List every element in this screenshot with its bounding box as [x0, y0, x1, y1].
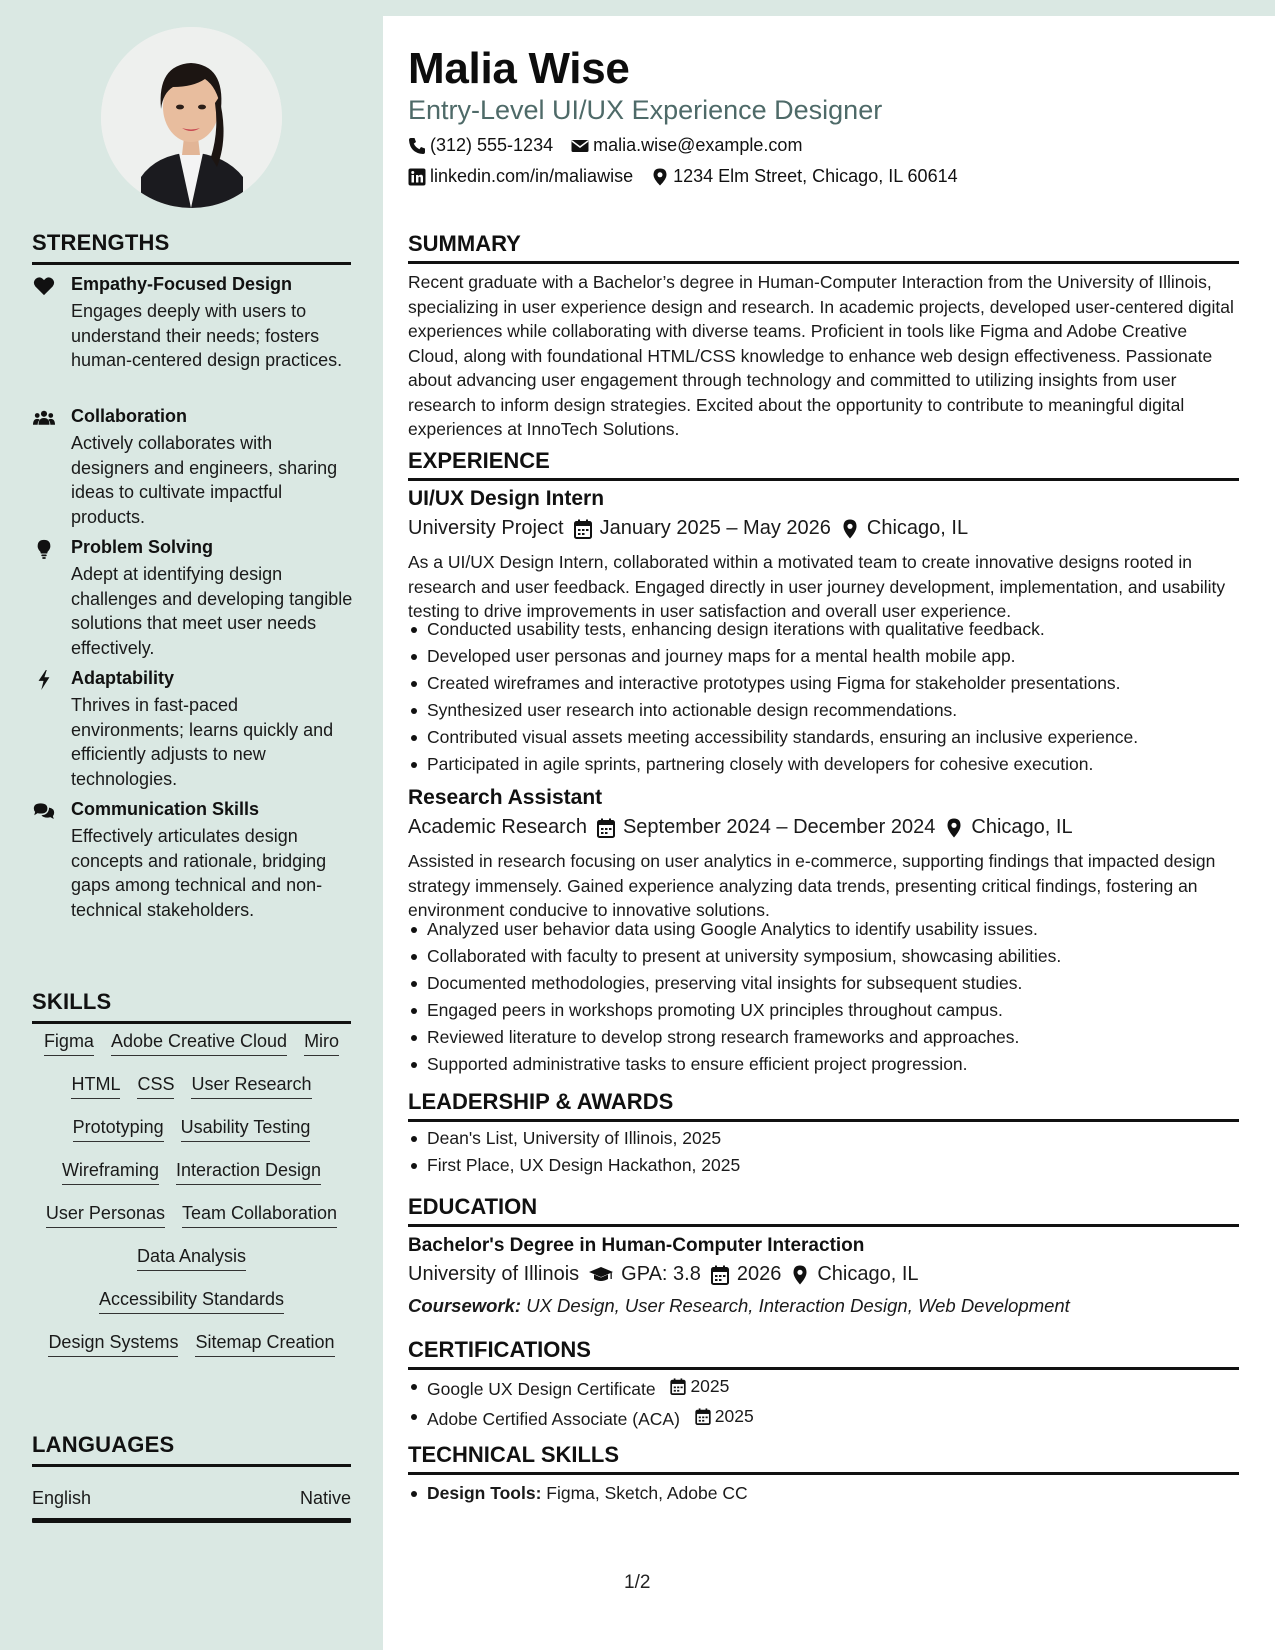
summary-heading: SUMMARY [408, 231, 1239, 264]
skill-tag: Data Analysis [137, 1245, 246, 1271]
language-level: Native [299, 1488, 351, 1508]
job-meta [408, 517, 968, 540]
job-bullets [408, 916, 1239, 1078]
technical-skills-list [408, 1480, 1239, 1507]
email-text: malia.wise@example.com [593, 135, 803, 155]
list-item [408, 1480, 1239, 1507]
cert-name: Google UX Design Certificate [427, 1379, 656, 1399]
school-location: Chicago, IL [817, 1263, 919, 1285]
map-pin-icon [841, 519, 859, 539]
skill-tag: HTML [71, 1073, 120, 1099]
job-org: Academic Research [408, 816, 587, 838]
map-pin-icon [791, 1265, 809, 1285]
profile-photo [101, 27, 282, 208]
language-name: English [32, 1488, 92, 1508]
page-number: 1/2 [624, 1572, 651, 1593]
skills-heading: SKILLS [32, 989, 351, 1024]
coursework-label: Coursework: [408, 1295, 522, 1316]
job-org: University Project [408, 517, 564, 539]
tech-label: Design Tools: [427, 1483, 542, 1503]
skill-tag: Usability Testing [181, 1116, 311, 1142]
list-item [408, 1373, 1239, 1403]
skill-tag: Accessibility Standards [99, 1288, 284, 1314]
certifications-list [408, 1373, 1239, 1433]
skill-tag: CSS [137, 1073, 174, 1099]
list-item: Analyzed user behavior data using Google Analytics to identify usability issues. [408, 916, 1239, 943]
job-title: Research Assistant [408, 786, 603, 809]
contact-phone [408, 135, 553, 156]
education-heading: EDUCATION [408, 1194, 1239, 1227]
coursework-text: UX Design, User Research, Interaction Design, Web Development [521, 1295, 1070, 1316]
job-dates: September 2024 – December 2024 [622, 816, 936, 838]
contact-address [651, 166, 958, 187]
skills-list [32, 1030, 351, 1357]
phone-icon [408, 137, 426, 155]
strength-title: Collaboration [71, 406, 187, 426]
skill-tag: Prototyping [73, 1116, 164, 1142]
list-item: First Place, UX Design Hackathon, 2025 [408, 1152, 1239, 1179]
certifications-heading: CERTIFICATIONS [408, 1337, 1239, 1370]
calendar-icon [711, 1265, 729, 1285]
candidate-role: Entry-Level UI/UX Experience Designer [408, 95, 883, 125]
job-title: UI/UX Design Intern [408, 487, 605, 510]
skill-tag: Design Systems [48, 1331, 178, 1357]
contact-linkedin[interactable] [408, 166, 633, 187]
graduation-cap-icon [589, 1265, 613, 1285]
language-row [32, 1488, 351, 1509]
cert-name: Adobe Certified Associate (ACA) [427, 1409, 680, 1429]
calendar-icon [695, 1408, 711, 1425]
skill-tag: Miro [304, 1030, 339, 1056]
language-level-bar [32, 1518, 351, 1523]
list-item: Reviewed literature to develop strong research frameworks and approaches. [408, 1024, 1239, 1051]
linkedin-text: linkedin.com/in/maliawise [430, 166, 634, 186]
education-meta [408, 1263, 919, 1286]
list-item: Developed user personas and journey maps for a mental health mobile app. [408, 643, 1239, 670]
users-icon [32, 407, 56, 429]
lightbulb-icon [32, 538, 56, 560]
list-item: Participated in agile sprints, partnering closely with developers for cohesive execution. [408, 751, 1239, 778]
contact-email[interactable] [571, 135, 802, 156]
address-text: 1234 Elm Street, Chicago, IL 60614 [673, 166, 958, 186]
skill-tag: User Research [191, 1073, 311, 1099]
list-item: Created wireframes and interactive prototypes using Figma for stakeholder presentations. [408, 670, 1239, 697]
linkedin-icon [408, 168, 426, 186]
strength-title: Empathy-Focused Design [71, 274, 293, 294]
list-item: Contributed visual assets meeting accessibility standards, ensuring an inclusive experience. [408, 724, 1239, 751]
calendar-icon [597, 818, 615, 838]
tech-value: Figma, Sketch, Adobe CC [541, 1483, 748, 1503]
skill-tag: User Personas [46, 1202, 165, 1228]
list-item: Synthesized user research into actionable design recommendations. [408, 697, 1239, 724]
job-location: Chicago, IL [971, 816, 1073, 838]
candidate-name: Malia Wise [408, 44, 630, 93]
skill-tag: Sitemap Creation [195, 1331, 334, 1357]
envelope-icon [571, 137, 589, 155]
strength-desc: Thrives in fast-paced environments; learns quickly and efficiently adjusts to new technologies. [71, 695, 334, 789]
calendar-icon [670, 1378, 686, 1395]
summary-text: Recent graduate with a Bachelor’s degree in Human-Computer Interaction from the University of Illinois, specializing in user experience design and research. In academic projects, developed user-centered digital experiences while collaborating with diverse teams. Proficient in tools like Figma and Adobe Creative Cloud, along with foundational HTML/CSS knowledge to enhance web design effectiveness. Passionate about advancing user engagement through technology and committed to utilizing insights from user research to inform design strategies. Excited about the opportunity to contribute to meaningful digital experiences at InnoTech Solutions. [408, 272, 1234, 439]
technical-skills-heading: TECHNICAL SKILLS [408, 1442, 1239, 1475]
list-item [408, 1403, 1239, 1433]
map-pin-icon [945, 818, 963, 838]
gpa: GPA: 3.8 [621, 1263, 701, 1285]
phone-text: (312) 555-1234 [430, 135, 554, 155]
contact-line [408, 135, 802, 156]
list-item: Dean's List, University of Illinois, 2025 [408, 1125, 1239, 1152]
strength-desc: Effectively articulates design concepts and rationale, bridging gaps among technical and non-technical stakeholders. [71, 826, 327, 920]
job-bullets [408, 616, 1239, 778]
map-pin-icon [651, 168, 669, 186]
degree-title: Bachelor's Degree in Human-Computer Interaction [408, 1235, 865, 1256]
strength-title: Adaptability [71, 668, 175, 688]
cert-year: 2025 [714, 1406, 754, 1426]
job-description: Assisted in research focusing on user analytics in e-commerce, supporting findings that impacted design strategy immensely. Gained experience analyzing data trends, presenting critical findings, fostering an environment conducive to innovative solutions. [408, 851, 1216, 920]
job-meta [408, 816, 1073, 839]
job-location: Chicago, IL [866, 517, 969, 539]
heart-icon [32, 275, 56, 297]
list-item: Supported administrative tasks to ensure efficient project progression. [408, 1051, 1239, 1078]
skill-tag: Interaction Design [176, 1159, 321, 1185]
strength-desc: Engages deeply with users to understand their needs; fosters human-centered design practices. [71, 301, 343, 370]
strengths-heading: STRENGTHS [32, 230, 351, 265]
skill-tag: Wireframing [62, 1159, 159, 1185]
comments-icon [32, 800, 56, 822]
avatar [101, 27, 282, 208]
skill-tag: Figma [44, 1030, 94, 1056]
strength-title: Communication Skills [71, 799, 260, 819]
skill-tag: Team Collaboration [182, 1202, 337, 1228]
coursework [408, 1294, 1239, 1319]
strength-title: Problem Solving [71, 537, 214, 557]
calendar-icon [574, 519, 592, 539]
list-item: Conducted usability tests, enhancing design iterations with qualitative feedback. [408, 616, 1239, 643]
bolt-icon [32, 669, 56, 691]
leadership-heading: LEADERSHIP & AWARDS [408, 1089, 1239, 1122]
list-item: Collaborated with faculty to present at university symposium, showcasing abilities. [408, 943, 1239, 970]
graduation-year: 2026 [736, 1263, 782, 1285]
list-item: Engaged peers in workshops promoting UX principles throughout campus. [408, 997, 1239, 1024]
languages-heading: LANGUAGES [32, 1432, 351, 1467]
skill-tag: Adobe Creative Cloud [111, 1030, 287, 1056]
experience-heading: EXPERIENCE [408, 448, 1239, 481]
contact-line [408, 166, 958, 187]
strength-desc: Actively collaborates with designers and engineers, sharing ideas to cultivate impactful products. [71, 433, 338, 527]
job-dates: January 2025 – May 2026 [599, 517, 831, 539]
leadership-list [408, 1125, 1239, 1179]
school-name: University of Illinois [408, 1263, 580, 1285]
job-description: As a UI/UX Design Intern, collaborated within a motivated team to create innovative designs rooted in research and user feedback. Engaged directly in user journey development, implementation, and usability testing to drive improvements in user satisfaction and overall user experience. [408, 552, 1226, 621]
cert-year: 2025 [690, 1376, 730, 1396]
list-item: Documented methodologies, preserving vital insights for subsequent studies. [408, 970, 1239, 997]
strength-desc: Adept at identifying design challenges and developing tangible solutions that meet user needs effectively. [71, 564, 353, 658]
